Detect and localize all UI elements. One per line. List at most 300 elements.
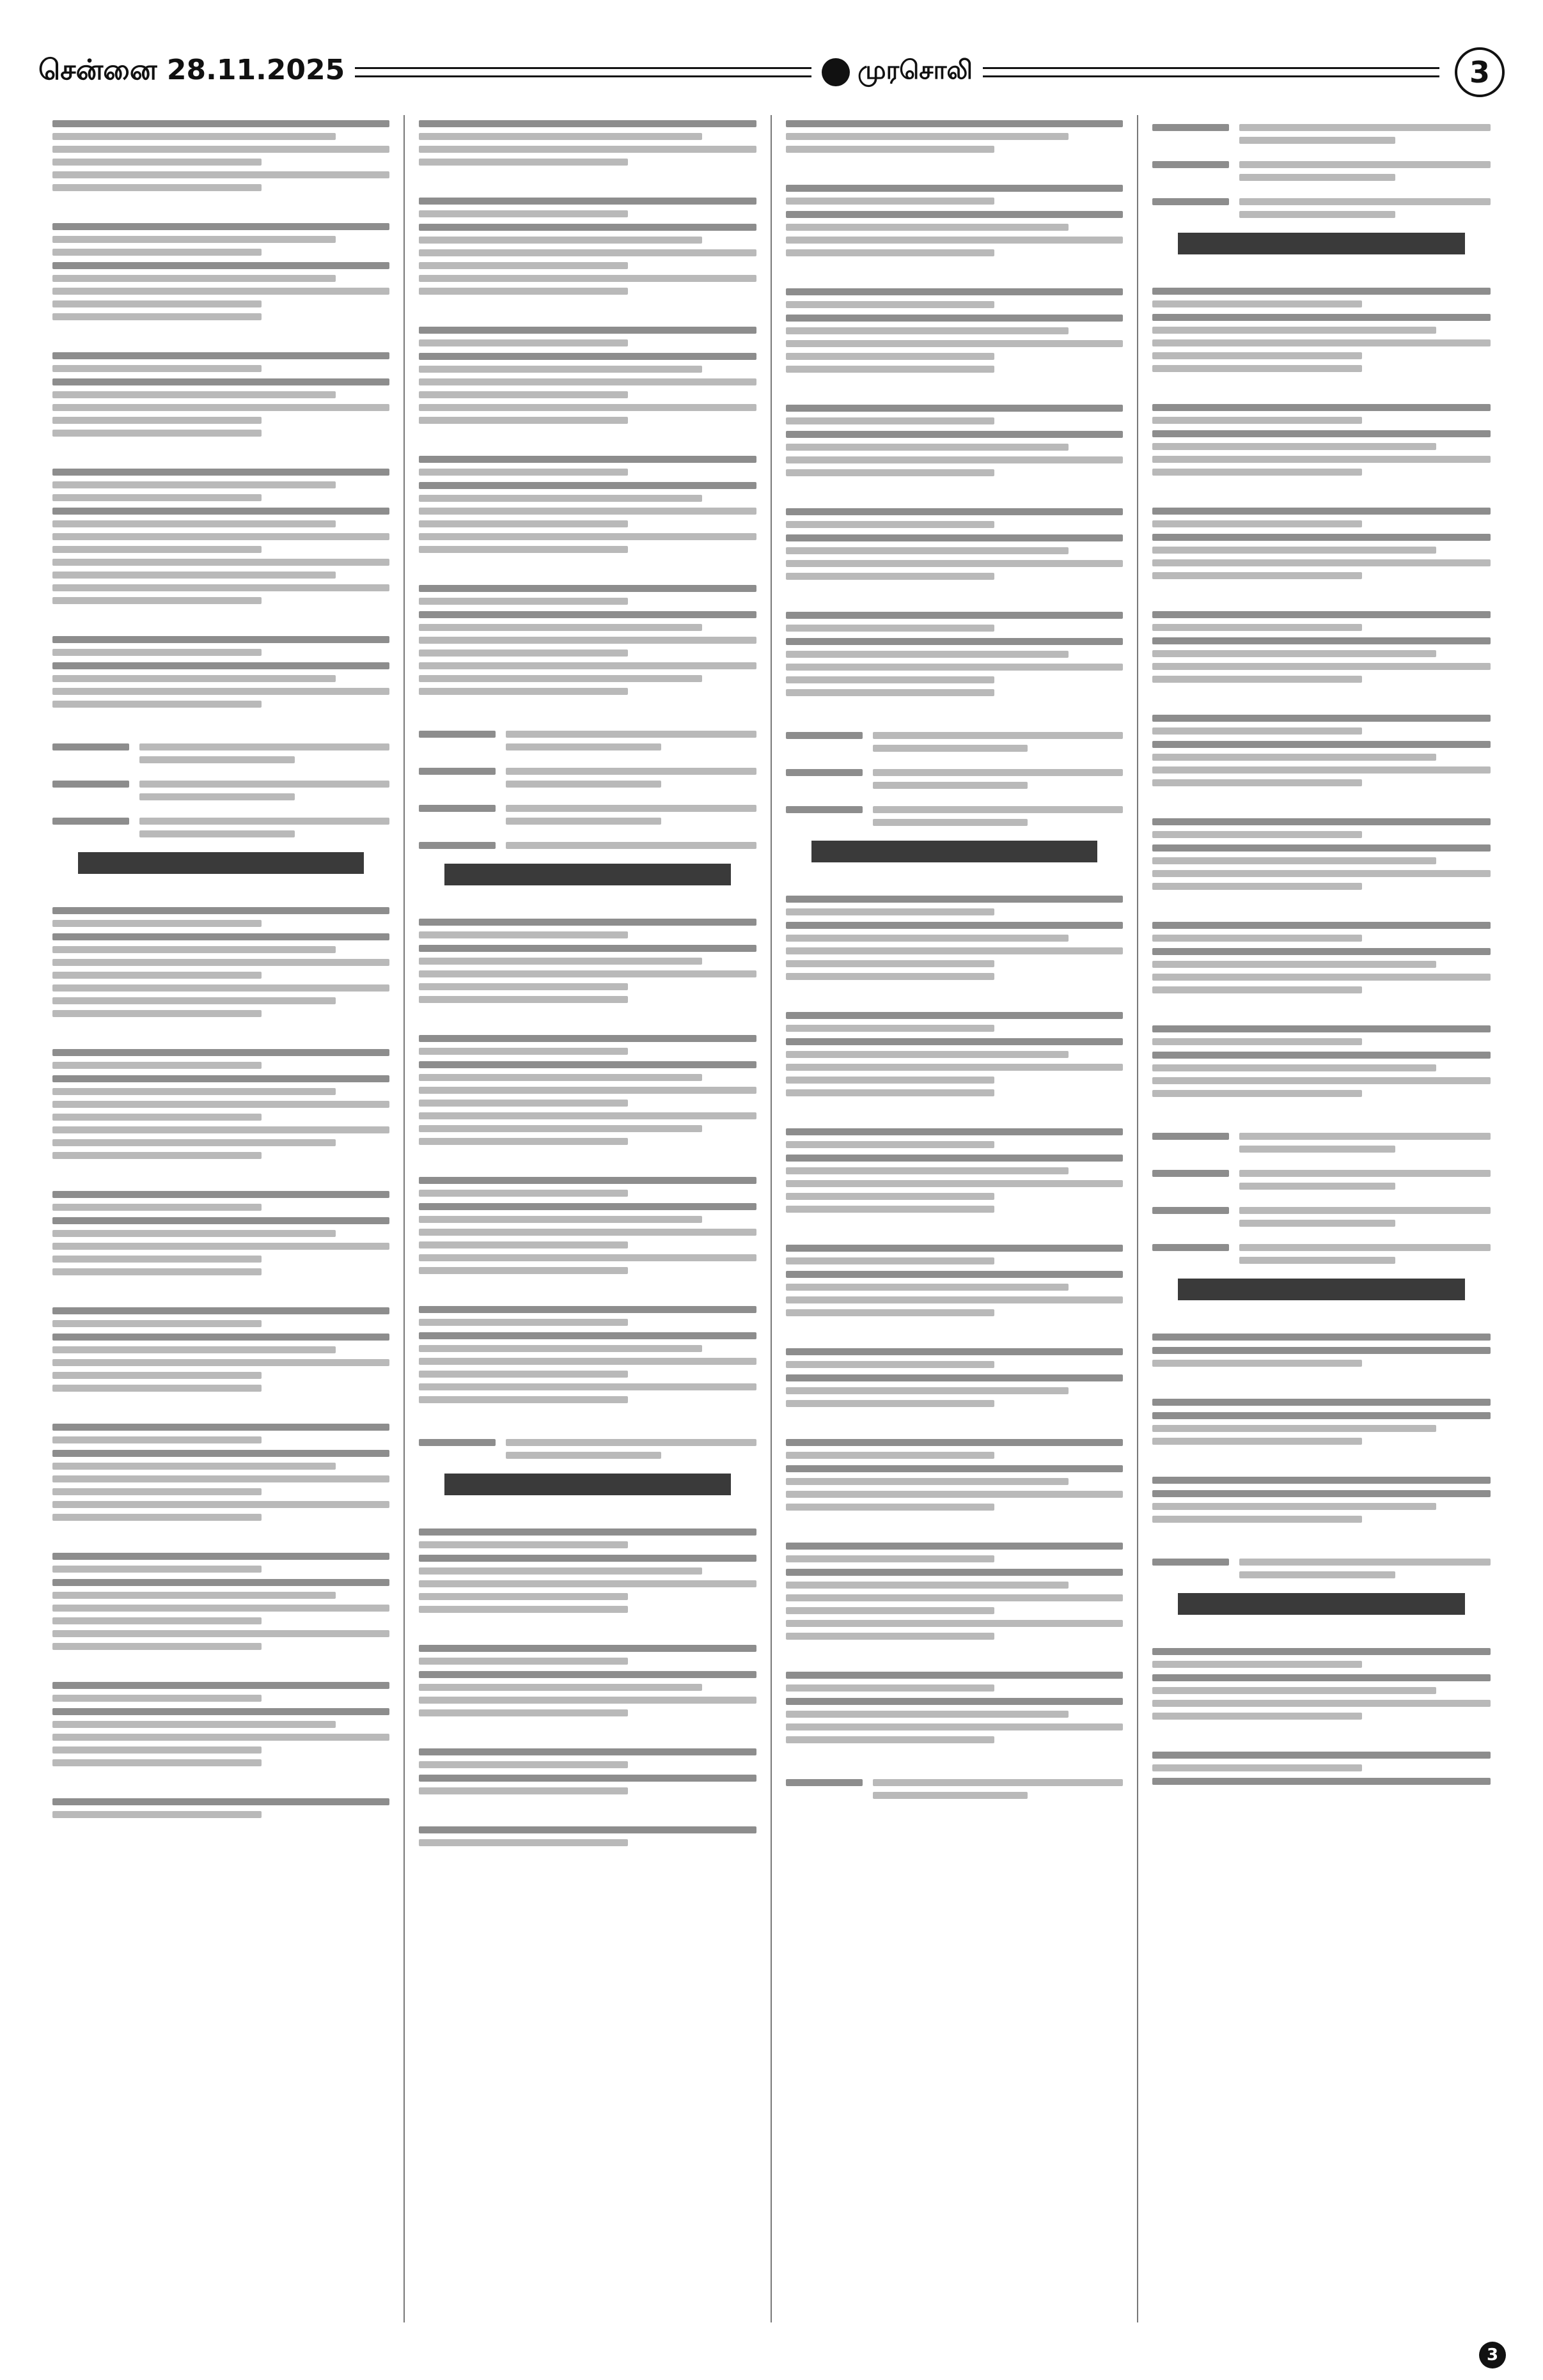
branch-heading — [786, 1219, 1123, 1240]
text-line-placeholder — [506, 842, 756, 849]
text-line-placeholder — [786, 625, 995, 632]
office-bearer-entry — [1152, 948, 1491, 993]
text-line-placeholder — [1152, 779, 1362, 786]
office-bearer-entry — [419, 1775, 756, 1794]
text-line-placeholder — [52, 430, 262, 437]
office-bearer-entry — [1152, 715, 1491, 735]
text-line-placeholder — [52, 520, 336, 527]
office-bearer-entry — [786, 405, 1123, 424]
booth-row — [786, 801, 1123, 832]
booth-details — [139, 813, 389, 843]
text-line-placeholder — [1152, 935, 1362, 942]
text-line-placeholder — [786, 237, 1123, 244]
branch-heading — [52, 198, 389, 218]
text-line-placeholder — [52, 1049, 389, 1056]
branch-heading — [419, 430, 756, 451]
text-line-placeholder — [786, 1257, 995, 1264]
text-line-placeholder — [419, 262, 628, 269]
text-line-placeholder — [786, 133, 1069, 140]
office-bearer-entry — [786, 612, 1123, 632]
text-line-placeholder — [419, 624, 702, 631]
booth-row — [786, 727, 1123, 758]
text-line-placeholder — [52, 249, 262, 256]
text-line-placeholder — [419, 996, 628, 1003]
text-line-placeholder — [506, 1439, 756, 1446]
text-line-placeholder — [786, 1452, 995, 1459]
branch-heading — [419, 893, 756, 914]
booth-details — [1239, 1165, 1491, 1195]
branch-heading — [1152, 262, 1491, 283]
text-line-placeholder — [786, 185, 1123, 192]
office-bearer-entry — [52, 1450, 389, 1521]
booth-details — [506, 1434, 756, 1465]
text-line-placeholder — [52, 352, 389, 359]
text-line-placeholder — [1152, 1090, 1362, 1097]
text-line-placeholder — [419, 688, 628, 695]
text-line-placeholder — [52, 1346, 336, 1353]
branch-heading — [1152, 1373, 1491, 1394]
text-line-placeholder — [52, 584, 389, 591]
text-line-placeholder — [52, 1450, 389, 1457]
booth-row — [419, 1434, 756, 1465]
text-line-placeholder — [506, 1452, 661, 1459]
office-bearer-entry — [52, 907, 389, 927]
text-line-placeholder — [786, 1296, 1123, 1303]
text-line-placeholder — [1152, 300, 1362, 307]
text-line-placeholder — [419, 1125, 702, 1132]
text-line-placeholder — [419, 1112, 756, 1119]
booth-details — [506, 726, 756, 756]
office-bearer-entry — [419, 1671, 756, 1716]
text-line-placeholder — [1152, 520, 1362, 527]
text-line-placeholder — [52, 404, 389, 411]
text-line-placeholder — [52, 946, 336, 953]
office-bearer-entry — [419, 224, 756, 295]
text-line-placeholder — [419, 353, 756, 360]
branch-heading — [786, 586, 1123, 607]
text-line-placeholder — [1152, 1399, 1491, 1406]
text-line-placeholder — [1152, 831, 1362, 838]
text-line-placeholder — [1152, 1438, 1362, 1445]
branch-heading — [419, 1619, 756, 1640]
text-line-placeholder — [1239, 1571, 1395, 1578]
text-line-placeholder — [419, 1048, 628, 1055]
text-line-placeholder — [419, 598, 628, 605]
text-line-placeholder — [419, 1787, 628, 1794]
text-line-placeholder — [52, 1062, 262, 1069]
text-line-placeholder — [419, 1345, 702, 1352]
office-bearer-entry — [52, 933, 389, 1017]
text-line-placeholder — [52, 1152, 262, 1159]
text-line-placeholder — [52, 1010, 262, 1017]
text-line-placeholder — [786, 417, 995, 424]
office-bearer-entry — [419, 585, 756, 605]
text-line-placeholder — [786, 1077, 995, 1084]
text-line-placeholder — [1152, 352, 1362, 359]
text-line-placeholder — [786, 456, 1123, 463]
text-line-placeholder — [52, 391, 336, 398]
booth-row — [419, 837, 756, 855]
text-line-placeholder — [1152, 961, 1437, 968]
text-line-placeholder — [419, 1177, 756, 1184]
text-line-placeholder — [1152, 1713, 1362, 1720]
text-line-placeholder — [1152, 1334, 1491, 1341]
branch-heading — [52, 1398, 389, 1419]
text-line-placeholder — [786, 1245, 1123, 1252]
booth-details — [506, 763, 756, 793]
office-bearer-entry — [52, 662, 389, 708]
text-line-placeholder — [786, 146, 995, 153]
text-line-placeholder — [786, 573, 995, 580]
text-line-placeholder — [786, 1374, 1123, 1381]
text-line-placeholder — [419, 1190, 628, 1197]
text-line-placeholder — [786, 508, 1123, 515]
text-line-placeholder — [419, 198, 756, 205]
text-line-placeholder — [786, 1698, 1123, 1705]
booth-row — [786, 1774, 1123, 1805]
booth-row — [1152, 1553, 1491, 1584]
text-line-placeholder — [786, 689, 995, 696]
text-line-placeholder — [1152, 1752, 1491, 1759]
booth-details — [873, 764, 1123, 795]
booth-details — [1239, 193, 1491, 224]
office-bearer-entry — [52, 1049, 389, 1069]
office-bearer-entry — [1152, 1052, 1491, 1097]
booth-number — [419, 731, 496, 738]
text-line-placeholder — [786, 431, 1123, 438]
booth-number — [1152, 124, 1229, 131]
text-line-placeholder — [1152, 986, 1362, 993]
text-line-placeholder — [419, 1645, 756, 1652]
text-line-placeholder — [1152, 1764, 1362, 1771]
section-banner — [1178, 1279, 1465, 1300]
text-line-placeholder — [1152, 741, 1491, 748]
text-line-placeholder — [52, 159, 262, 166]
text-line-placeholder — [52, 1553, 389, 1560]
booth-details — [139, 775, 389, 806]
office-bearer-entry — [786, 534, 1123, 580]
text-line-placeholder — [786, 1387, 1069, 1394]
text-line-placeholder — [419, 1100, 628, 1107]
office-bearer-entry — [419, 198, 756, 217]
text-line-placeholder — [419, 1267, 628, 1274]
branch-heading — [1152, 1726, 1491, 1746]
text-line-placeholder — [419, 288, 628, 295]
text-line-placeholder — [419, 1332, 756, 1339]
text-line-placeholder — [786, 1025, 995, 1032]
text-line-placeholder — [1152, 508, 1491, 515]
office-bearer-entry — [1152, 534, 1491, 579]
text-line-placeholder — [786, 340, 1123, 347]
text-line-placeholder — [873, 1779, 1123, 1786]
text-line-placeholder — [1239, 1133, 1491, 1140]
text-line-placeholder — [52, 675, 336, 682]
booth-number — [786, 806, 863, 813]
office-bearer-entry — [786, 315, 1123, 373]
booth-details — [1239, 1553, 1491, 1584]
text-line-placeholder — [1152, 663, 1491, 670]
text-line-placeholder — [786, 315, 1123, 322]
office-bearer-entry — [419, 1061, 756, 1145]
text-line-placeholder — [1152, 883, 1362, 890]
text-line-placeholder — [419, 1658, 628, 1665]
footer-page-number: 3 — [1479, 2342, 1506, 2368]
booth-number — [419, 1439, 496, 1446]
text-line-placeholder — [52, 146, 389, 153]
booth-number — [1152, 198, 1229, 205]
text-line-placeholder — [786, 1478, 1069, 1485]
text-line-placeholder — [52, 1721, 336, 1728]
text-line-placeholder — [506, 768, 756, 775]
article-columns — [38, 115, 1505, 2322]
text-line-placeholder — [52, 997, 336, 1004]
text-line-placeholder — [1152, 534, 1491, 541]
text-line-placeholder — [1239, 161, 1491, 168]
office-bearer-entry — [786, 185, 1123, 205]
text-line-placeholder — [419, 146, 756, 153]
text-line-placeholder — [1152, 1360, 1362, 1367]
text-line-placeholder — [52, 184, 262, 191]
text-line-placeholder — [1152, 469, 1362, 476]
text-line-placeholder — [52, 313, 262, 320]
text-line-placeholder — [873, 769, 1123, 776]
text-line-placeholder — [1239, 1170, 1491, 1177]
text-line-placeholder — [786, 1012, 1123, 1019]
text-line-placeholder — [1152, 1077, 1491, 1084]
office-bearer-entry — [52, 378, 389, 437]
text-line-placeholder — [786, 1155, 1123, 1162]
branch-heading — [786, 1750, 1123, 1770]
branch-heading — [52, 611, 389, 631]
office-bearer-entry — [52, 1798, 389, 1818]
text-line-placeholder — [786, 224, 1069, 231]
text-line-placeholder — [786, 1051, 1069, 1058]
text-line-placeholder — [419, 159, 628, 166]
text-line-placeholder — [419, 1138, 628, 1145]
office-bearer-entry — [1152, 1490, 1491, 1523]
booth-details — [506, 800, 756, 830]
text-line-placeholder — [52, 1514, 262, 1521]
text-line-placeholder — [1152, 922, 1491, 929]
text-line-placeholder — [419, 1580, 756, 1587]
branch-heading — [52, 882, 389, 902]
branch-heading — [1152, 378, 1491, 399]
text-line-placeholder — [52, 236, 336, 243]
text-line-placeholder — [52, 120, 389, 127]
text-line-placeholder — [1152, 1648, 1491, 1655]
booth-details — [1239, 119, 1491, 150]
office-bearer-entry — [786, 288, 1123, 308]
page-number-badge: 3 — [1455, 47, 1505, 97]
text-line-placeholder — [52, 1708, 389, 1715]
booth-number — [786, 732, 863, 739]
text-line-placeholder — [52, 597, 262, 604]
text-line-placeholder — [786, 612, 1123, 619]
text-line-placeholder — [419, 275, 756, 282]
text-line-placeholder — [419, 970, 756, 977]
text-line-placeholder — [52, 1114, 262, 1121]
branch-heading — [52, 1656, 389, 1677]
text-line-placeholder — [419, 1087, 756, 1094]
text-line-placeholder — [419, 1319, 628, 1326]
text-line-placeholder — [786, 1064, 1123, 1071]
office-bearer-entry — [1152, 1648, 1491, 1668]
text-line-placeholder — [786, 1723, 1123, 1731]
text-line-placeholder — [52, 365, 262, 372]
booth-row — [52, 813, 389, 843]
text-line-placeholder — [419, 983, 628, 990]
office-bearer-entry — [786, 1128, 1123, 1148]
text-line-placeholder — [52, 701, 262, 708]
office-bearer-entry — [786, 120, 1123, 153]
text-line-placeholder — [52, 1463, 336, 1470]
text-line-placeholder — [52, 1385, 262, 1392]
text-line-placeholder — [52, 1372, 262, 1379]
text-line-placeholder — [419, 1216, 702, 1223]
branch-heading — [52, 1282, 389, 1302]
text-line-placeholder — [419, 1748, 756, 1755]
office-bearer-entry — [1152, 611, 1491, 631]
text-line-placeholder — [419, 1035, 756, 1042]
booth-number — [52, 781, 129, 788]
office-bearer-entry — [786, 1038, 1123, 1096]
office-bearer-entry — [52, 636, 389, 656]
text-line-placeholder — [52, 1139, 336, 1146]
booth-number — [1152, 1244, 1229, 1251]
text-line-placeholder — [1239, 1257, 1395, 1264]
text-line-placeholder — [786, 676, 995, 683]
text-line-placeholder — [419, 945, 756, 952]
text-line-placeholder — [786, 638, 1123, 645]
text-line-placeholder — [419, 546, 628, 553]
text-line-placeholder — [52, 920, 262, 927]
text-line-placeholder — [52, 1579, 389, 1586]
masthead — [38, 45, 1505, 99]
booth-number — [419, 805, 496, 812]
text-line-placeholder — [419, 1567, 702, 1575]
text-line-placeholder — [1152, 1064, 1437, 1071]
text-line-placeholder — [52, 469, 389, 476]
text-line-placeholder — [786, 1361, 995, 1368]
text-line-placeholder — [506, 731, 756, 738]
text-line-placeholder — [52, 378, 389, 385]
text-line-placeholder — [419, 931, 628, 938]
text-line-placeholder — [1152, 1052, 1491, 1059]
text-line-placeholder — [1152, 948, 1491, 955]
text-line-placeholder — [1239, 1207, 1491, 1214]
text-line-placeholder — [52, 508, 389, 515]
text-line-placeholder — [1152, 650, 1437, 657]
text-line-placeholder — [419, 1671, 756, 1678]
office-bearer-entry — [52, 1191, 389, 1211]
text-line-placeholder — [786, 366, 995, 373]
text-line-placeholder — [1239, 124, 1491, 131]
text-line-placeholder — [52, 1101, 389, 1108]
text-line-placeholder — [1152, 715, 1491, 722]
booth-number — [1152, 1559, 1229, 1566]
text-line-placeholder — [873, 1792, 1028, 1799]
branch-heading — [786, 1413, 1123, 1434]
office-bearer-entry — [52, 1579, 389, 1650]
text-line-placeholder — [52, 1191, 389, 1198]
text-line-placeholder — [52, 959, 389, 966]
office-bearer-entry — [786, 1543, 1123, 1562]
booth-details — [506, 837, 756, 855]
branch-heading — [1152, 1000, 1491, 1020]
office-bearer-entry — [1152, 1752, 1491, 1771]
text-line-placeholder — [419, 1761, 628, 1768]
branch-heading — [786, 870, 1123, 891]
booth-details — [1239, 1239, 1491, 1270]
text-line-placeholder — [52, 1798, 389, 1805]
text-line-placeholder — [786, 1284, 1069, 1291]
office-bearer-entry — [786, 638, 1123, 696]
text-line-placeholder — [419, 1839, 628, 1846]
text-line-placeholder — [419, 1826, 756, 1833]
text-line-placeholder — [786, 1206, 995, 1213]
text-line-placeholder — [52, 1320, 262, 1327]
branch-heading — [786, 986, 1123, 1007]
text-line-placeholder — [419, 339, 628, 346]
office-bearer-entry — [1152, 1674, 1491, 1720]
office-bearer-entry — [52, 120, 389, 191]
text-line-placeholder — [1152, 547, 1437, 554]
text-line-placeholder — [786, 935, 1069, 942]
office-bearer-entry — [419, 1528, 756, 1548]
office-bearer-entry — [419, 120, 756, 166]
text-line-placeholder — [786, 1439, 1123, 1446]
text-line-placeholder — [419, 958, 702, 965]
section-banner — [444, 1474, 730, 1495]
section-banner — [444, 864, 730, 885]
masthead-rule-left — [355, 67, 811, 77]
booth-details — [1239, 1128, 1491, 1158]
text-line-placeholder — [52, 1630, 389, 1637]
branch-heading — [52, 327, 389, 347]
branch-heading — [52, 1773, 389, 1793]
text-line-placeholder — [786, 1569, 1123, 1576]
text-line-placeholder — [52, 933, 389, 940]
text-line-placeholder — [419, 1555, 756, 1562]
text-line-placeholder — [1239, 1220, 1395, 1227]
booth-row — [419, 763, 756, 793]
text-line-placeholder — [786, 249, 995, 256]
office-bearer-entry — [1152, 1025, 1491, 1045]
text-line-placeholder — [1239, 174, 1395, 181]
text-line-placeholder — [786, 664, 1123, 671]
text-line-placeholder — [1152, 754, 1437, 761]
text-line-placeholder — [1239, 1559, 1491, 1566]
text-line-placeholder — [52, 1204, 262, 1211]
text-line-placeholder — [419, 1606, 628, 1613]
masthead-title — [822, 56, 973, 88]
text-line-placeholder — [52, 1811, 262, 1818]
text-line-placeholder — [1152, 1700, 1491, 1707]
branch-heading — [1152, 689, 1491, 710]
office-bearer-entry — [1152, 1334, 1491, 1341]
masthead-rule-right — [983, 67, 1439, 77]
office-bearer-entry — [786, 1672, 1123, 1692]
office-bearer-entry — [419, 1826, 756, 1846]
text-line-placeholder — [1152, 1674, 1491, 1681]
text-line-placeholder — [1152, 404, 1491, 411]
text-line-placeholder — [52, 1566, 262, 1573]
booth-row — [1152, 1128, 1491, 1158]
text-line-placeholder — [1152, 288, 1491, 295]
branch-heading — [52, 443, 389, 463]
text-line-placeholder — [1152, 857, 1437, 864]
booth-row — [1152, 156, 1491, 187]
